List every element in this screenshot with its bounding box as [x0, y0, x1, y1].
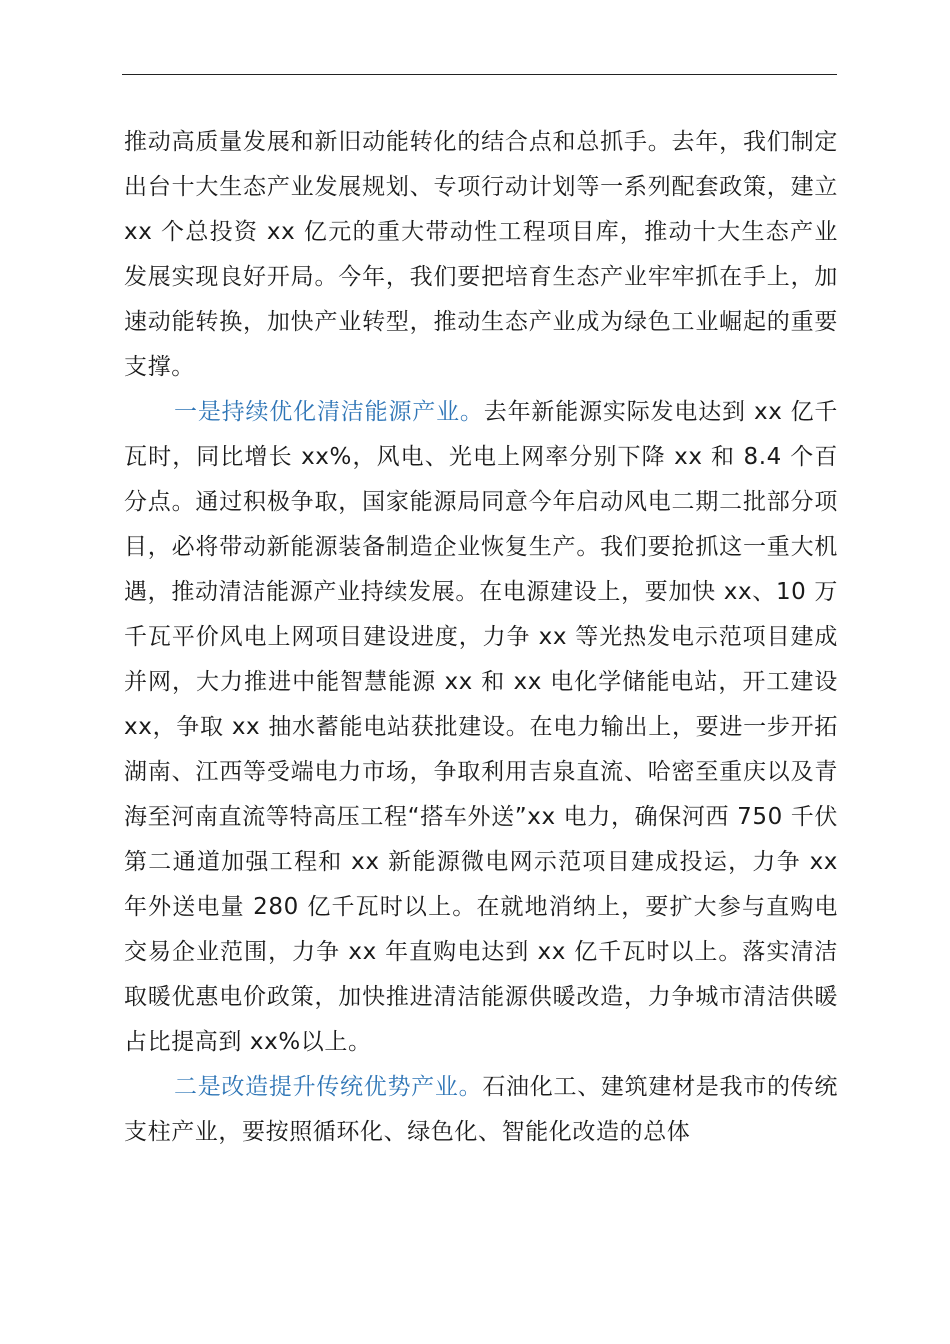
- header-rule: [122, 74, 837, 75]
- section-heading-clean-energy: 一是持续优化清洁能源产业。: [174, 399, 484, 425]
- paragraph-clean-energy: [124, 390, 838, 1065]
- document-body: [124, 120, 838, 1155]
- paragraph-text: 推动高质量发展和新旧动能转化的结合点和总抓手。去年，我们制定出台十大生态产业发展规划、专项行动计划等一系列配套政策，建立 xx 个总投资 xx 亿元的重大带动性工程项目库，推动十大生态产业发展实现良好开局。今年，我们要把培育生态产业牢牢抓在手上，加速动能转换，加快产业转型，推动生态产业成为绿色工业崛起的重要支撑。: [124, 129, 838, 380]
- paragraph-text: 石油化工、建筑建材是我市的传统支柱产业，要按照循环化、绿色化、智能化改造的总体: [124, 1074, 838, 1145]
- paragraph-intro: [124, 120, 838, 390]
- paragraph-text: 去年新能源实际发电达到 xx 亿千瓦时，同比增长 xx%，风电、光电上网率分别下降 xx 和 8.4 个百分点。通过积极争取，国家能源局同意今年启动风电二期二批部分项目，必将带动新能源装备制造企业恢复生产。我们要抢抓这一重大机遇，推动清洁能源产业持续发展。在电源建设上，要加快 xx、10 万千瓦平价风电上网项目建设进度，力争 xx 等光热发电示范项目建成并网，大力推进中能智慧能源 xx 和 xx 电化学储能电站，开工建设 xx，争取 xx 抽水蓄能电站获批建设。在电力输出上，要进一步开拓湖南、江西等受端电力市场，争取利用吉泉直流、哈密至重庆以及青海至河南直流等特高压工程“搭车外送”xx 电力，确保河西 750 千伏第二通道加强工程和 xx 新能源微电网示范项目建成投运，力争 xx 年外送电量 280 亿千瓦时以上。在就地消纳上，要扩大参与直购电交易企业范围，力争 xx 年直购电达到 xx 亿千瓦时以上。落实清洁取暖优惠电价政策，加快推进清洁能源供暖改造，力争城市清洁供暖占比提高到 xx%以上。: [124, 399, 838, 1055]
- section-heading-traditional-industry: 二是改造提升传统优势产业。: [174, 1074, 483, 1100]
- paragraph-traditional-industry: [124, 1065, 838, 1155]
